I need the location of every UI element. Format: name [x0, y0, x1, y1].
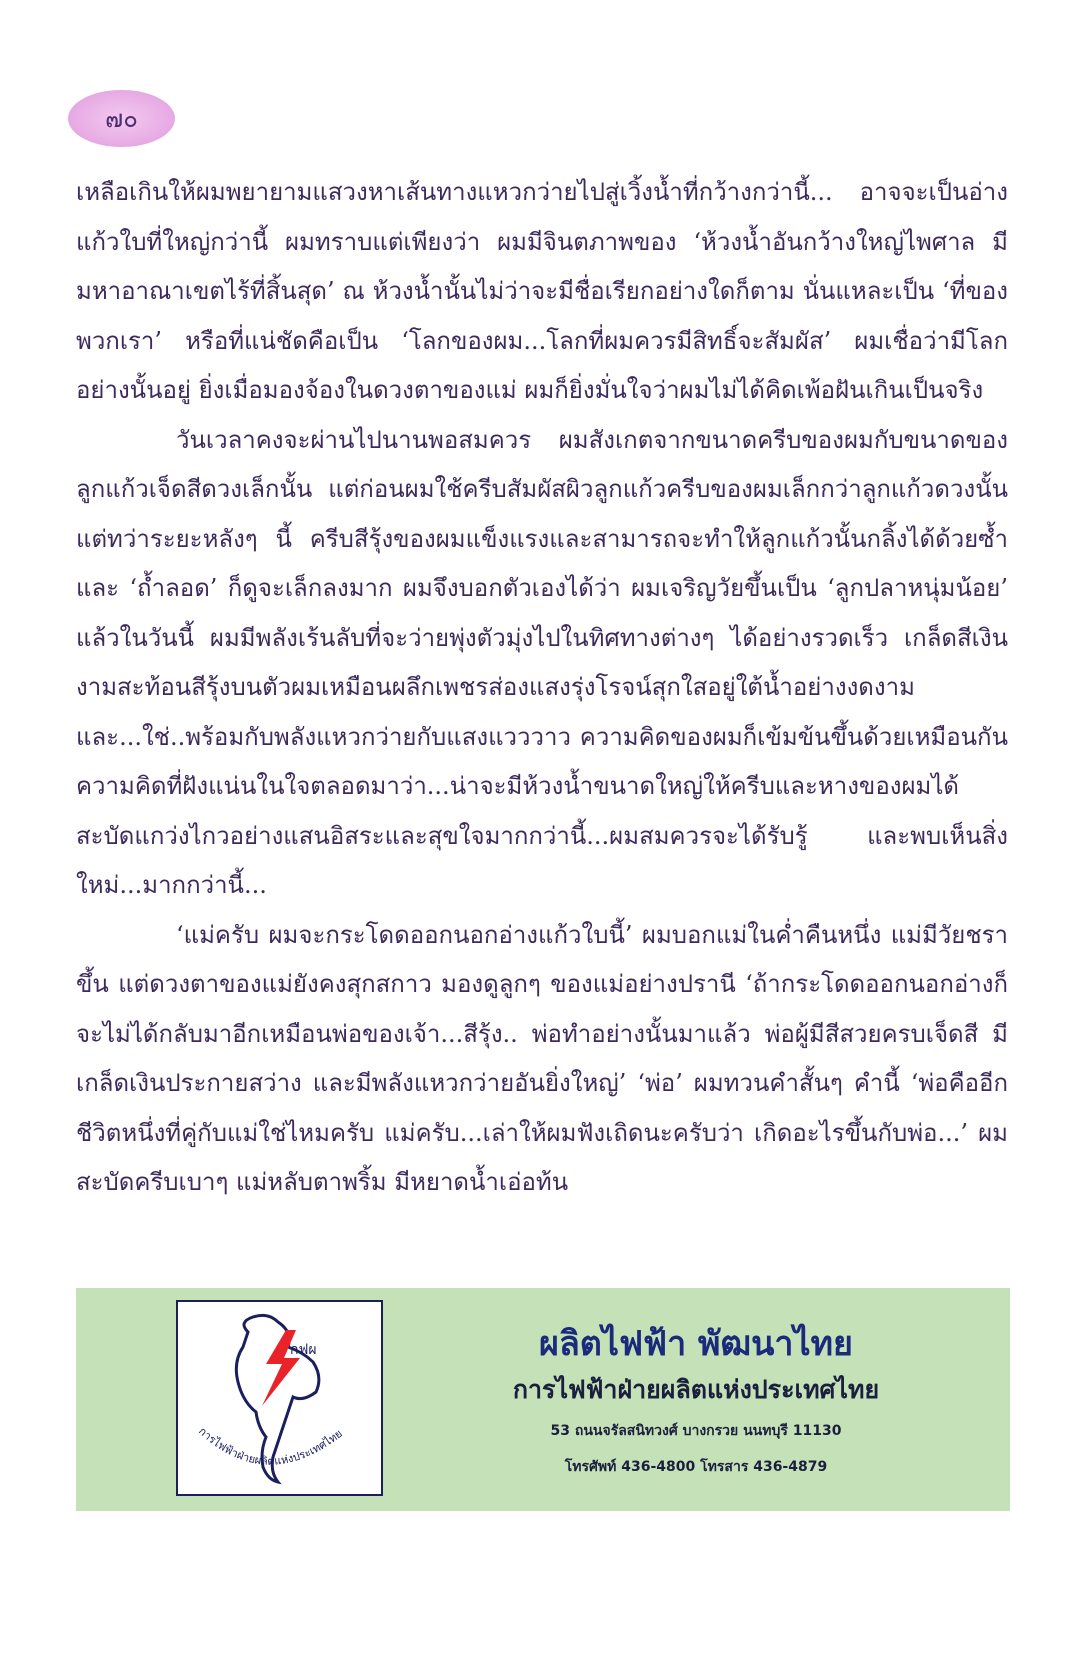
- logo-initials: กฟผ: [290, 1342, 317, 1358]
- paragraph-2: วันเวลาคงจะผ่านไปนานพอสมควร ผมสังเกตจากขนาดครีบของผมกับขนาดของลูกแก้วเจ็ดสีดวงเล็กนั้น แต่ก่อนผมใช้ครีบสัมผัสผิวลูกแก้วครีบของผมเล็กกว่าลูกแก้วดวงนั้น แต่ทว่าระยะหลังๆ นี้ ครีบสีรุ้งของผมแข็งแรงและสามารถจะทำให้ลูกแก้วนั้นกลิ้งได้ด้วยซ้ำ และ ‘ถ้ำลอด’ ก็ดูจะเล็กลงมาก ผมจึงบอกตัวเองได้ว่า ผมเจริญวัยขึ้นเป็น ‘ลูกปลาหนุ่มน้อย’ แล้วในวันนี้ ผมมีพลังเร้นลับที่จะว่ายพุ่งตัวมุ่งไปในทิศทางต่างๆ ได้อย่างรวดเร็ว เกล็ดสีเงินงามสะท้อนสีรุ้งบนตัวผมเหมือนผลึกเพชรส่องแสงรุ่งโรจน์สุกใสอยู่ใต้น้ำอย่างงดงาม และ...ใช่..พร้อมกับพลังแหวกว่ายกับแสงแวววาว ความคิดของผมก็เข้มข้นขึ้นด้วยเหมือนกัน ความคิดที่ฝังแน่นในใจตลอดมาว่า...น่าจะมีห้วงน้ำขนาดใหญ่ให้ครีบและหางของผมได้สะบัดแกว่งไกวอย่างแสนอิสระและสุขใจมากกว่านี้...ผมสมควรจะได้รับรู้ และพบเห็นสิ่งใหม่...มากกว่านี้...: [76, 425, 1008, 899]
- page-number-badge: [68, 90, 175, 147]
- ad-slogan: ผลิตไฟฟ้า พัฒนาไทย: [539, 1324, 853, 1364]
- ad-org-name: การไฟฟ้าฝ่ายผลิตแห่งประเทศไทย: [512, 1375, 880, 1404]
- body-text: [76, 168, 1008, 1208]
- thailand-map-lightning-icon: [178, 1302, 381, 1494]
- page-number: ๗๐: [105, 105, 138, 133]
- logo-arc-text: การไฟฟ้าฝ่ายผลิตแห่งประเทศไทย: [196, 1424, 345, 1468]
- ad-phone: โทรศัพท์ 436-4800 โทรสาร 436-4879: [564, 1459, 828, 1475]
- ad-address: 53 ถนนจรัลสนิทวงศ์ บางกรวย นนทบุรี 11130: [550, 1423, 842, 1439]
- egat-advertisement: [76, 1288, 1010, 1511]
- egat-logo: [176, 1300, 383, 1496]
- paragraph-1: เหลือเกินให้ผมพยายามแสวงหาเส้นทางแหวกว่ายไปสู่เวิ้งน้ำที่กว้างกว่านี้... อาจจะเป็นอ่างแก้วใบที่ใหญ่กว่านี้ ผมทราบแต่เพียงว่า ผมมีจินตภาพของ ‘ห้วงน้ำอันกว้างใหญ่ไพศาล มีมหาอาณาเขตไร้ที่สิ้นสุด’ ณ ห้วงน้ำนั้นไม่ว่าจะมีชื่อเรียกอย่างใดก็ตาม นั่นแหละเป็น ‘ที่ของพวกเรา’ หรือที่แน่ชัดคือเป็น ‘โลกของผม...โลกที่ผมควรมีสิทธิ์จะสัมผัส’ ผมเชื่อว่ามีโลกอย่างนั้นอยู่ ยิ่งเมื่อมองจ้องในดวงตาของแม่ ผมก็ยิ่งมั่นใจว่าผมไม่ได้คิดเพ้อฝันเกินเป็นจริง: [76, 178, 1008, 404]
- paragraph-3: ‘แม่ครับ ผมจะกระโดดออกนอกอ่างแก้วใบนี้’ ผมบอกแม่ในค่ำคืนหนึ่ง แม่มีวัยชราขึ้น แต่ดวงตาของแม่ยังคงสุกสกาว มองดูลูกๆ ของแม่อย่างปรานี ‘ถ้ากระโดดออกนอกอ่างก็จะไม่ได้กลับมาอีกเหมือนพ่อของเจ้า...สีรุ้ง.. พ่อทำอย่างนั้นมาแล้ว พ่อผู้มีสีสวยครบเจ็ดสี มีเกล็ดเงินประกายสว่าง และมีพลังแหวกว่ายอันยิ่งใหญ่’ ‘พ่อ’ ผมทวนคำสั้นๆ คำนี้ ‘พ่อคืออีกชีวิตหนึ่งที่คู่กับแม่ใช่ไหมครับ แม่ครับ...เล่าให้ผมฟังเถิดนะครับว่า เกิดอะไรขึ้นกับพ่อ...’ ผมสะบัดครีบเบาๆ แม่หลับตาพริ้ม มีหยาดน้ำเอ่อท้น: [76, 920, 1008, 1196]
